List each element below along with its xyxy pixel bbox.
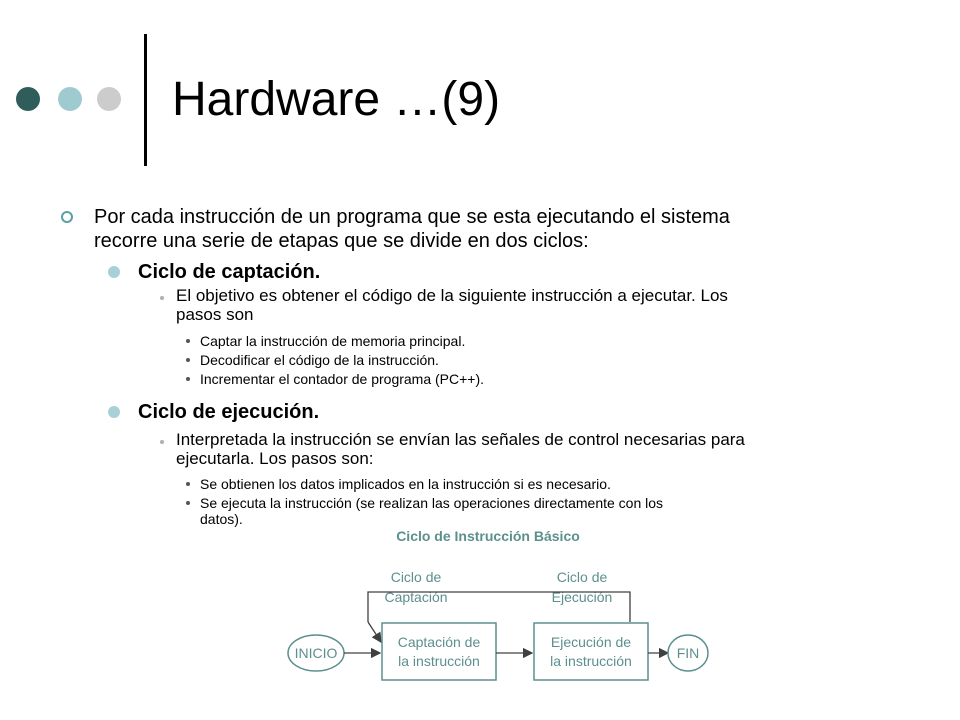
captacion-box	[382, 623, 496, 680]
ejecucion-cycle-label: Ejecución	[551, 589, 613, 605]
intro-line-1: Por cada instrucción de un programa que se esta ejecutando el sistema	[94, 206, 730, 228]
ejecucion-desc-line-2: ejecutarla. Los pasos son:	[176, 449, 374, 468]
captacion-desc-line-1: El objetivo es obtener el código de la siguiente instrucción a ejecutar. Los	[176, 286, 728, 305]
ejecucion-desc-line-1: Interpretada la instrucción se envían las señales de control necesarias para	[176, 430, 745, 449]
ejecucion-step-continuation: datos).	[200, 511, 243, 527]
captacion-box-label: la instrucción	[398, 653, 480, 669]
captacion-step: Incrementar el contador de programa (PC++).	[200, 371, 485, 387]
slide-title: Hardware …(9)	[172, 73, 501, 126]
captacion-step: Captar la instrucción de memoria principal.	[200, 333, 466, 349]
ejecucion-step: Se ejecuta la instrucción (se realizan las operaciones directamente con los	[200, 495, 664, 511]
ejecucion-box	[534, 623, 648, 680]
start-label: INICIO	[294, 645, 338, 661]
captacion-heading: Ciclo de captación.	[138, 261, 321, 283]
captacion-desc-line-2: pasos son	[176, 305, 254, 324]
loop-arrow	[368, 622, 381, 642]
ejecucion-heading: Ciclo de ejecución.	[138, 401, 320, 423]
ejecucion-box-label: la instrucción	[550, 653, 632, 669]
diagram-title: Ciclo de Instrucción Básico	[396, 528, 580, 544]
end-label: FIN	[676, 645, 700, 661]
captacion-box-label: Captación de	[397, 634, 481, 650]
intro-line-2: recorre una serie de etapas que se divide en dos ciclos:	[94, 230, 589, 252]
captacion-cycle-label: Captación	[384, 589, 448, 605]
captacion-step: Decodificar el código de la instrucción.	[200, 352, 439, 368]
ejecucion-cycle-label: Ciclo de	[556, 569, 608, 585]
ejecucion-box-label: Ejecución de	[550, 634, 632, 650]
captacion-cycle-label: Ciclo de	[390, 569, 442, 585]
ejecucion-step: Se obtienen los datos implicados en la instrucción si es necesario.	[200, 476, 611, 492]
